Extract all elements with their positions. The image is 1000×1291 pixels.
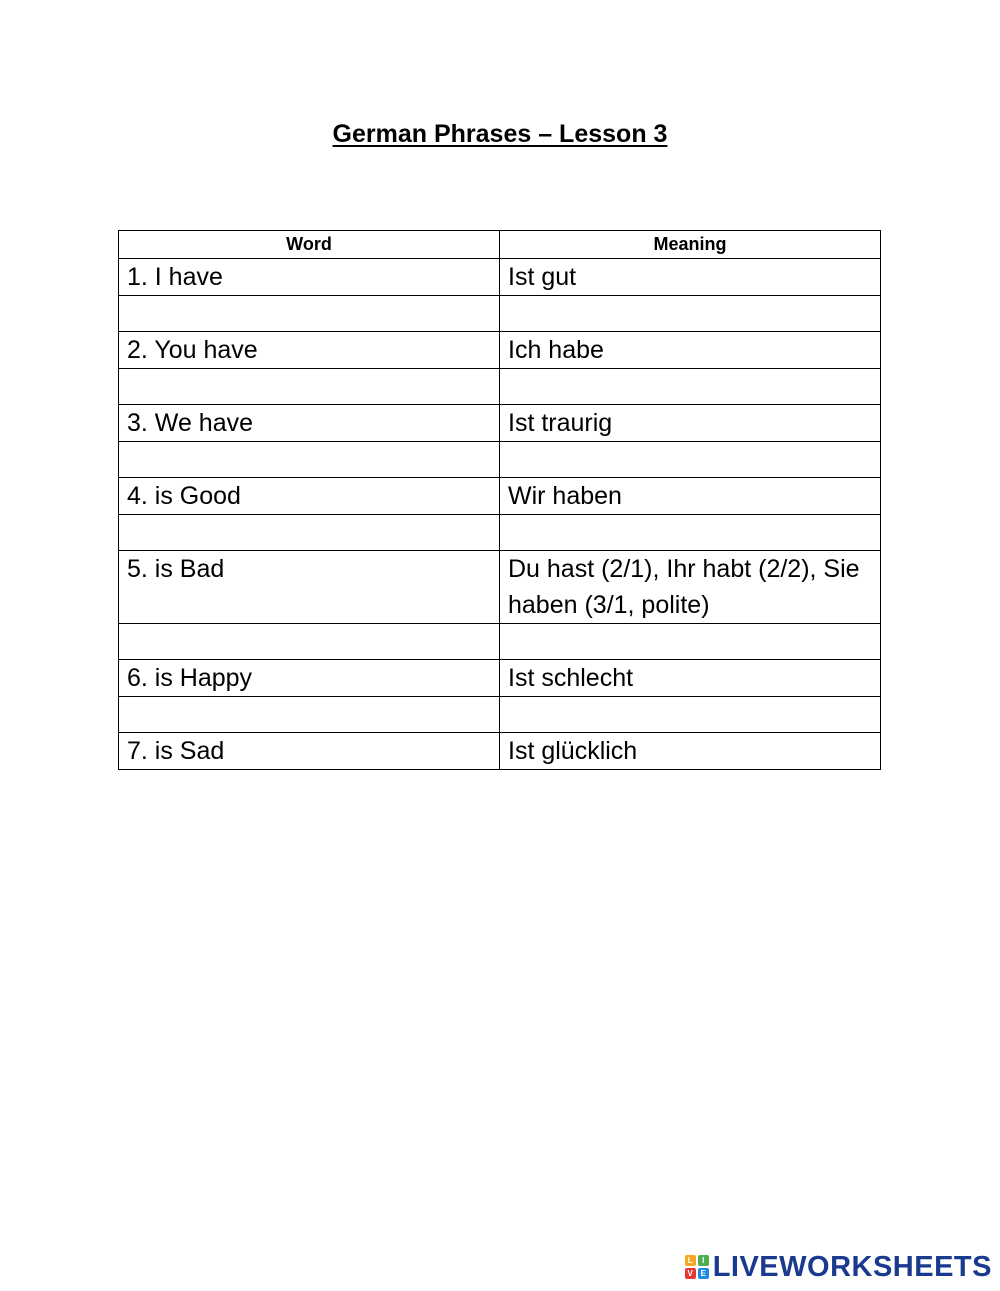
logo-block: L bbox=[685, 1255, 696, 1266]
answer-row bbox=[119, 515, 881, 551]
answer-row bbox=[119, 697, 881, 733]
logo-blocks-icon bbox=[685, 1255, 709, 1279]
meaning-cell: Ich habe bbox=[500, 332, 881, 369]
word-cell: 1. I have bbox=[119, 259, 500, 296]
meaning-cell: Ist schlecht bbox=[500, 660, 881, 697]
table-row bbox=[119, 660, 881, 697]
table-row bbox=[119, 332, 881, 369]
table-row bbox=[119, 551, 881, 624]
meaning-column-header: Meaning bbox=[500, 231, 881, 259]
word-cell: 5. is Bad bbox=[119, 551, 500, 624]
table-header-row bbox=[119, 231, 881, 259]
table-row bbox=[119, 733, 881, 770]
word-cell: 7. is Sad bbox=[119, 733, 500, 770]
table-row bbox=[119, 478, 881, 515]
word-answer-cell bbox=[119, 624, 500, 660]
table-row bbox=[119, 259, 881, 296]
word-column-header: Word bbox=[119, 231, 500, 259]
word-cell: 6. is Happy bbox=[119, 660, 500, 697]
word-answer-cell bbox=[119, 697, 500, 733]
meaning-cell: Ist gut bbox=[500, 259, 881, 296]
logo-wordmark: LIVEWORKSHEETS bbox=[712, 1250, 992, 1283]
table-row bbox=[119, 405, 881, 442]
word-answer-cell bbox=[119, 515, 500, 551]
word-answer-cell bbox=[119, 296, 500, 332]
logo-block: I bbox=[698, 1255, 709, 1266]
meaning-answer-cell bbox=[500, 369, 881, 405]
meaning-answer-cell bbox=[500, 697, 881, 733]
answer-row bbox=[119, 296, 881, 332]
logo-block: V bbox=[685, 1268, 696, 1279]
liveworksheets-logo bbox=[685, 1247, 992, 1287]
meaning-answer-cell bbox=[500, 624, 881, 660]
word-answer-cell bbox=[119, 442, 500, 478]
word-cell: 4. is Good bbox=[119, 478, 500, 515]
answer-row bbox=[119, 369, 881, 405]
answer-row bbox=[119, 442, 881, 478]
word-cell: 3. We have bbox=[119, 405, 500, 442]
phrases-table bbox=[118, 230, 881, 770]
table-body bbox=[119, 259, 881, 770]
meaning-answer-cell bbox=[500, 515, 881, 551]
meaning-answer-cell bbox=[500, 296, 881, 332]
meaning-cell: Du hast (2/1), Ihr habt (2/2), Sie haben (3/1, polite) bbox=[500, 551, 881, 624]
meaning-cell: Ist traurig bbox=[500, 405, 881, 442]
word-cell: 2. You have bbox=[119, 332, 500, 369]
meaning-answer-cell bbox=[500, 442, 881, 478]
word-answer-cell bbox=[119, 369, 500, 405]
meaning-cell: Ist glücklich bbox=[500, 733, 881, 770]
page-title: German Phrases – Lesson 3 bbox=[332, 120, 668, 148]
answer-row bbox=[119, 624, 881, 660]
meaning-cell: Wir haben bbox=[500, 478, 881, 515]
logo-block: E bbox=[698, 1268, 709, 1279]
